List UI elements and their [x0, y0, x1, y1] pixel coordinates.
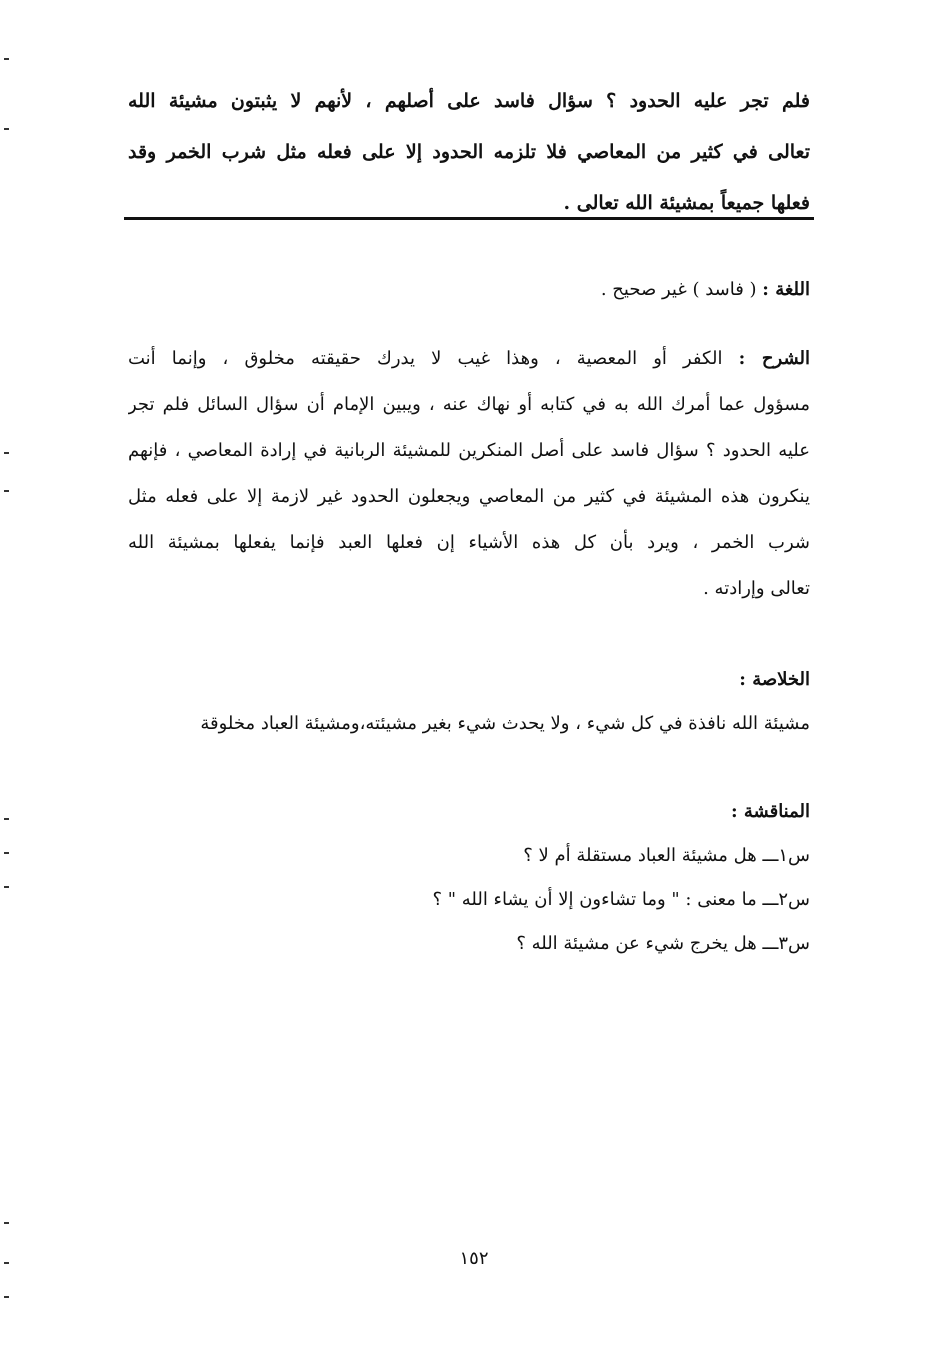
matn-line: فعلها جميعاً بمشيئة الله تعالى . [563, 192, 810, 214]
scan-margin-mark [4, 1262, 9, 1264]
scan-margin-mark [4, 452, 9, 454]
question-item: س٣ـــ هل يخرج شيء عن مشيئة الله ؟ [516, 933, 810, 954]
munaqasha-section [128, 790, 810, 966]
page-number: ١٥٢ [459, 1248, 489, 1269]
khulasa-section [128, 658, 810, 746]
scan-margin-mark [4, 1296, 9, 1298]
khulasa-text: مشيئة الله نافذة في كل شيء ، ولا يحدث شيء بغير مشيئته،ومشيئة العباد مخلوقة [200, 713, 810, 734]
sharh-line [128, 336, 810, 382]
scan-margin-mark [4, 490, 9, 492]
scan-margin-mark [4, 128, 9, 130]
question-item: س٢ـــ ما معنى : " وما تشاءون إلا أن يشاء الله " ؟ [432, 889, 810, 910]
matn-line: تعالى في كثير من المعاصي فلا تلزمه الحدود إلا على فعله مثل شرب الخمر وقد [128, 141, 810, 163]
sharh-line: شرب الخمر ، ويرد بأن كل هذه الأشياء إن فعلها العبد فإنما يفعلها بمشيئة الله [128, 532, 810, 553]
sharh-line: تعالى وإرادته . [703, 578, 810, 599]
lugha-heading: اللغة : [762, 279, 810, 300]
matn-line: فلم تجر عليه الحدود ؟ سؤال فاسد على أصلهم ، لأنهم لا يثبتون مشيئة الله [128, 90, 810, 112]
lugha-section [128, 272, 810, 308]
scan-margin-mark [4, 1222, 9, 1224]
sharh-section [128, 336, 810, 612]
sharh-line-text: الكفر أو المعصية ، وهذا غيب لا يدرك حقيقته مخلوق ، وإنما أنت [128, 348, 739, 369]
scan-margin-mark [4, 852, 9, 854]
sharh-line: مسؤول عما أمرك الله به في كتابه أو نهاك عنه ، ويبين الإمام أن سؤال السائل فلم تجر [128, 394, 810, 415]
sharh-line: ينكرون هذه المشيئة في كثير من المعاصي ويجعلون الحدود غير لازمة إلا على فعله مثل [128, 486, 810, 507]
scan-margin-mark [4, 886, 9, 888]
sharh-heading: الشرح : [738, 348, 810, 369]
section-divider [124, 217, 814, 220]
scan-margin-mark [4, 818, 9, 820]
khulasa-heading: الخلاصة : [739, 669, 810, 690]
lugha-text: ( فاسد ) غير صحيح . [600, 279, 763, 300]
matn-text [128, 76, 810, 229]
munaqasha-heading: المناقشة : [730, 801, 810, 822]
question-item: س١ـــ هل مشيئة العباد مستقلة أم لا ؟ [523, 845, 810, 866]
sharh-line: عليه الحدود ؟ سؤال فاسد على أصل المنكرين للمشيئة الربانية في إرادة المعاصي ، فإنهم [128, 440, 810, 461]
scan-margin-mark [4, 58, 9, 60]
